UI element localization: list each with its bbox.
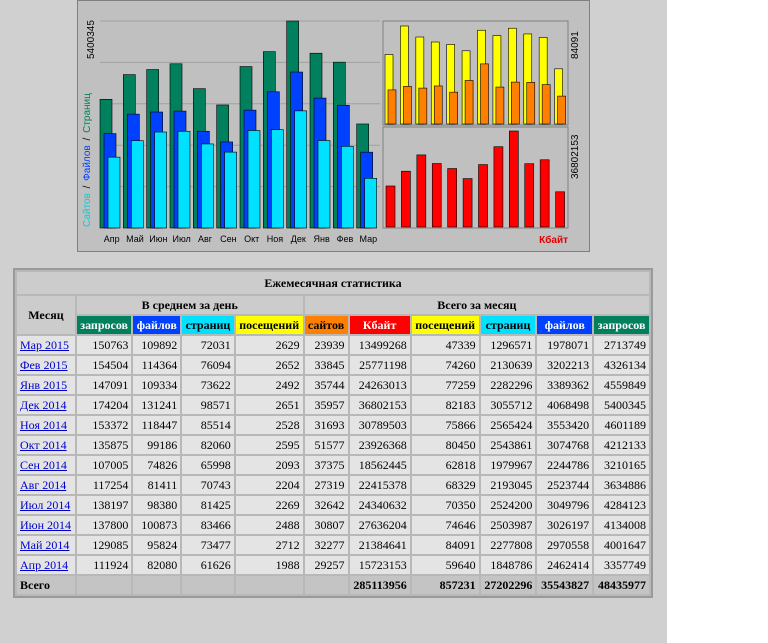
value-cell: 73622 [182,376,234,394]
visits-bar [496,87,504,124]
value-cell: 3026197 [537,516,592,534]
kbytes-bar [525,164,534,227]
value-cell: 37375 [305,456,348,474]
x-axis-label: Июн [149,234,168,244]
x-axis-label: Май [126,234,144,244]
value-cell: 3553420 [537,416,592,434]
value-cell: 138197 [77,496,132,514]
value-cell: 30807 [305,516,348,534]
main-bar [295,111,307,228]
kbytes-bar [479,165,488,227]
left-axis-max: 5400345 [86,20,97,59]
value-cell: 4068498 [537,396,592,414]
value-cell: 77259 [412,376,479,394]
value-cell: 65998 [182,456,234,474]
x-axis-label: Ноя [266,234,284,244]
month-cell [17,336,75,354]
value-cell: 2523744 [537,476,592,494]
total-cell: 35543827 [537,576,592,594]
column-header: страниц [481,316,536,334]
value-cell: 27636204 [350,516,410,534]
daily-group-header: В среднем за день [77,296,303,314]
value-cell: 74260 [412,356,479,374]
table-row [17,476,649,494]
visits-bar [419,88,427,124]
total-cell [77,576,132,594]
value-cell: 82183 [412,396,479,414]
value-cell: 62818 [412,456,479,474]
value-cell: 3357749 [594,556,649,574]
month-link[interactable]: Сен 2014 [20,458,67,472]
value-cell: 2543861 [481,436,536,454]
value-cell: 114364 [133,356,180,374]
x-axis-label: Фев [336,234,354,244]
value-cell: 29257 [305,556,348,574]
value-cell: 109334 [133,376,180,394]
month-link[interactable]: Май 2014 [20,538,70,552]
visits-bar [434,86,442,124]
value-cell: 61626 [182,556,234,574]
visits-bar [527,82,535,124]
legend-sep-1: / [82,185,93,189]
month-link[interactable]: Июл 2014 [20,498,71,512]
value-cell: 5400345 [594,396,649,414]
table-title-row [17,272,649,294]
value-cell: 81425 [182,496,234,514]
value-cell: 74826 [133,456,180,474]
value-cell: 2488 [236,516,303,534]
value-cell: 1848786 [481,556,536,574]
table-body [17,336,649,574]
x-axis-label: Авг [197,234,213,244]
main-bar [318,141,330,228]
left-legend [82,93,93,227]
kbytes-bar [401,171,410,227]
table-row [17,396,649,414]
month-link[interactable]: Мар 2015 [20,338,69,352]
value-cell: 154504 [77,356,132,374]
value-cell: 1979967 [481,456,536,474]
value-cell: 2595 [236,436,303,454]
value-cell: 117254 [77,476,132,494]
total-row [17,576,649,594]
value-cell: 24340632 [350,496,410,514]
total-cell [305,576,348,594]
value-cell: 2277808 [481,536,536,554]
legend-pages: Страниц [82,93,93,133]
month-link[interactable]: Апр 2014 [20,558,69,572]
column-header: файлов [537,316,592,334]
month-link[interactable]: Июн 2014 [20,518,72,532]
value-cell: 31693 [305,416,348,434]
value-cell: 76094 [182,356,234,374]
value-cell: 36802153 [350,396,410,414]
table-row [17,516,649,534]
value-cell: 153372 [77,416,132,434]
value-cell: 2462414 [537,556,592,574]
table-row [17,336,649,354]
value-cell: 81411 [133,476,180,494]
month-cell [17,496,75,514]
value-cell: 51577 [305,436,348,454]
value-cell: 2713749 [594,336,649,354]
main-bar [201,144,213,228]
table-row [17,456,649,474]
value-cell: 3202213 [537,356,592,374]
month-cell [17,556,75,574]
value-cell: 99186 [133,436,180,454]
kbytes-bar [417,155,426,227]
legend-files: Файлов [82,145,93,181]
column-header: посещений [412,316,479,334]
value-cell: 59640 [412,556,479,574]
main-bar [178,131,190,228]
value-cell: 2652 [236,356,303,374]
value-cell: 2503987 [481,516,536,534]
value-cell: 4601189 [594,416,649,434]
visits-bar [450,92,458,124]
value-cell: 23926368 [350,436,410,454]
value-cell: 131241 [133,396,180,414]
value-cell: 85514 [182,416,234,434]
table-row [17,376,649,394]
value-cell: 2492 [236,376,303,394]
monthly-group-header: Всего за месяц [305,296,649,314]
value-cell: 100873 [133,516,180,534]
column-header: файлов [133,316,180,334]
value-cell: 4284123 [594,496,649,514]
value-cell: 3055712 [481,396,536,414]
value-cell: 111924 [77,556,132,574]
month-link[interactable]: Янв 2015 [20,378,68,392]
x-axis-label: Сен [220,234,237,244]
kbytes-bar [556,192,565,227]
value-cell: 118447 [133,416,180,434]
value-cell: 2528 [236,416,303,434]
value-cell: 2193045 [481,476,536,494]
table-title: Ежемесячная статистика [17,272,649,294]
x-axis-label: Июл [172,234,191,244]
value-cell: 27319 [305,476,348,494]
total-cell [182,576,234,594]
value-cell: 1296571 [481,336,536,354]
value-cell: 150763 [77,336,132,354]
value-cell: 2130639 [481,356,536,374]
main-bar [225,152,237,228]
main-bar [365,178,377,228]
monthly-stats-table [13,268,653,598]
value-cell: 2269 [236,496,303,514]
month-cell [17,536,75,554]
column-header-row [17,316,649,334]
total-cell: 285113956 [350,576,410,594]
value-cell: 68329 [412,476,479,494]
visits-bar [558,96,566,124]
visits-bar [403,86,411,124]
kbytes-bar [432,164,441,227]
total-cell: 48435977 [594,576,649,594]
main-bar [248,130,260,228]
value-cell: 84091 [412,536,479,554]
x-axis-label: Апр [103,234,120,244]
value-cell: 2244786 [537,456,592,474]
value-cell: 4212133 [594,436,649,454]
value-cell: 4134008 [594,516,649,534]
month-cell [17,476,75,494]
value-cell: 4559849 [594,376,649,394]
x-axis-label: Окт [244,234,260,244]
table-row [17,496,649,514]
total-label: Всего [17,576,75,594]
main-bar [155,132,167,228]
value-cell: 23939 [305,336,348,354]
table-row [17,556,649,574]
value-cell: 2282296 [481,376,536,394]
value-cell: 21384641 [350,536,410,554]
value-cell: 33845 [305,356,348,374]
kbytes-bar [463,179,472,227]
total-cell [236,576,303,594]
value-cell: 80450 [412,436,479,454]
value-cell: 4326134 [594,356,649,374]
value-cell: 98571 [182,396,234,414]
value-cell: 70743 [182,476,234,494]
value-cell: 32642 [305,496,348,514]
value-cell: 74646 [412,516,479,534]
table-row [17,416,649,434]
value-cell: 129085 [77,536,132,554]
value-cell: 107005 [77,456,132,474]
value-cell: 70350 [412,496,479,514]
value-cell: 1988 [236,556,303,574]
value-cell: 75866 [412,416,479,434]
column-header: запросов [77,316,132,334]
visits-bar [465,80,473,124]
value-cell: 15723153 [350,556,410,574]
x-axis-label: Янв [313,234,330,244]
value-cell: 2524200 [481,496,536,514]
month-cell [17,416,75,434]
value-cell: 25771198 [350,356,410,374]
value-cell: 83466 [182,516,234,534]
value-cell: 174204 [77,396,132,414]
value-cell: 1978071 [537,336,592,354]
group-header-row [17,296,649,314]
month-cell [17,456,75,474]
legend-sep-2: / [82,137,93,141]
visits-bar [481,64,489,124]
value-cell: 24263013 [350,376,410,394]
right-bottom-axis-max: 36802153 [570,134,581,179]
visits-bar [511,82,519,124]
value-cell: 3634886 [594,476,649,494]
value-cell: 137800 [77,516,132,534]
legend-sites: Сайтов [82,193,93,227]
value-cell: 3049796 [537,496,592,514]
value-cell: 47339 [412,336,479,354]
monthly-usage-chart [77,0,590,252]
value-cell: 82060 [182,436,234,454]
value-cell: 22415378 [350,476,410,494]
value-cell: 30789503 [350,416,410,434]
column-header: сайтов [305,316,348,334]
visits-bar [388,90,396,124]
value-cell: 147091 [77,376,132,394]
value-cell: 2970558 [537,536,592,554]
value-cell: 2651 [236,396,303,414]
value-cell: 4001647 [594,536,649,554]
month-cell [17,376,75,394]
x-axis-label: Дек [290,234,306,244]
month-header: Месяц [17,296,75,334]
table-row [17,536,649,554]
value-cell: 73477 [182,536,234,554]
right-top-axis-max: 84091 [570,31,581,59]
total-cell: 27202296 [481,576,536,594]
month-link[interactable]: Авг 2014 [20,478,67,492]
main-bar [271,130,283,228]
total-cell: 857231 [412,576,479,594]
kbytes-bar [494,147,503,227]
value-cell: 98380 [133,496,180,514]
value-cell: 2204 [236,476,303,494]
value-cell: 35744 [305,376,348,394]
kbytes-bar [386,186,395,227]
value-cell: 3210165 [594,456,649,474]
visits-bar [542,85,550,124]
value-cell: 2629 [236,336,303,354]
value-cell: 3389362 [537,376,592,394]
column-header: Кбайт [350,316,410,334]
value-cell: 2712 [236,536,303,554]
value-cell: 3074768 [537,436,592,454]
total-cell [133,576,180,594]
kbytes-bar [540,160,549,227]
month-cell [17,436,75,454]
kbytes-label: Кбайт [539,235,568,246]
month-link[interactable]: Дек 2014 [20,398,67,412]
kbytes-bar [509,131,518,227]
value-cell: 135875 [77,436,132,454]
month-cell [17,356,75,374]
value-cell: 2093 [236,456,303,474]
value-cell: 72031 [182,336,234,354]
month-cell [17,516,75,534]
value-cell: 82080 [133,556,180,574]
kbytes-bar [448,169,457,227]
main-bar [341,146,353,228]
x-axis-labels [104,234,377,244]
table-row [17,436,649,454]
value-cell: 18562445 [350,456,410,474]
value-cell: 95824 [133,536,180,554]
main-bar [131,141,143,228]
month-link[interactable]: Фев 2015 [20,358,68,372]
month-link[interactable]: Ноя 2014 [20,418,67,432]
chart-canvas [78,1,589,251]
x-axis-label: Мар [359,234,378,244]
value-cell: 109892 [133,336,180,354]
column-header: посещений [236,316,303,334]
value-cell: 2565424 [481,416,536,434]
value-cell: 32277 [305,536,348,554]
table-row [17,356,649,374]
month-link[interactable]: Окт 2014 [20,438,67,452]
value-cell: 35957 [305,396,348,414]
value-cell: 13499268 [350,336,410,354]
column-header: страниц [182,316,234,334]
month-cell [17,396,75,414]
column-header: запросов [594,316,649,334]
main-bar [108,157,120,228]
